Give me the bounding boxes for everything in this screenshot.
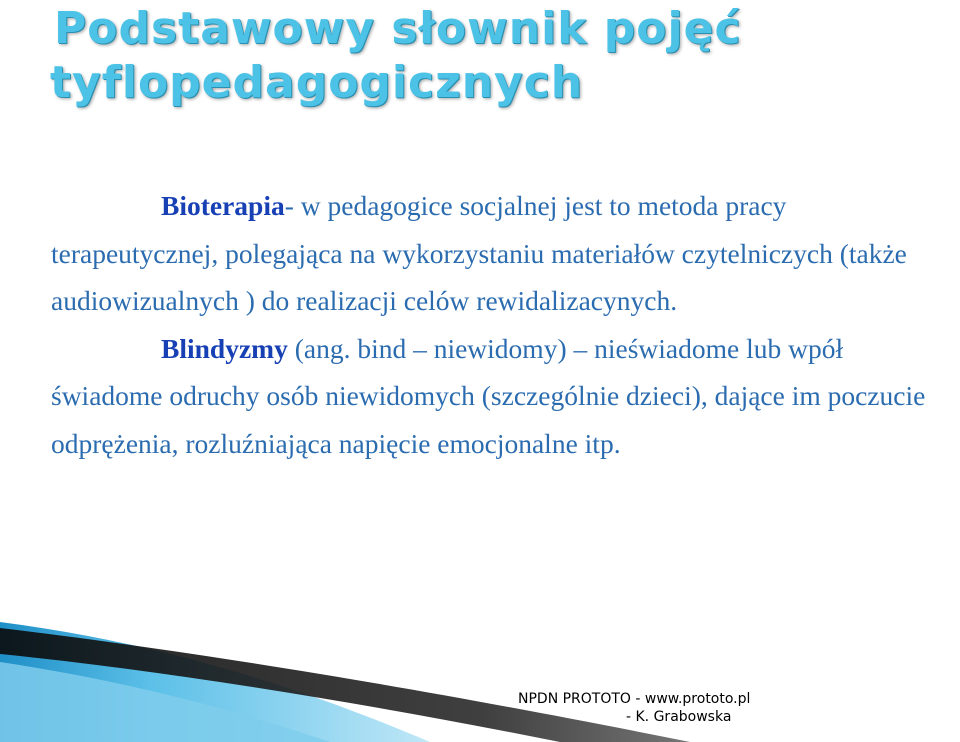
term-bioterapia: Bioterapia [161,190,285,221]
slide-body [51,182,956,467]
term-blindyzmy: Blindyzmy [161,332,288,364]
footer-line-2: - K. Grabowska [626,709,732,725]
definition-text-bioterapia: - w pedagogice socjalnej jest to metoda pracy terapeutycznej, polegająca na wykorzystaniu materiałów czytelniczych (także audiowizualnych ) do realizacji celów rewidalizacynych. [51,190,907,316]
decorative-swoosh [0,600,960,742]
footer-line-1: NPDN PROTOTO - www.prototo.pl [518,691,751,707]
definition-text-blindyzmy: (ang. bind – niewidomy) – nieświadome lub wpół świadome odruchy osób niewidomych (szczególnie dzieci), dające im poczucie odprężenia, rozluźniająca napięcie emocjonalne itp. [51,332,926,459]
title-line-1: Podstawowy słownik pojęć [54,3,742,54]
title-line-2: tyflopedagogicznych [50,57,584,108]
slide-title [50,2,742,110]
definition-bioterapia [51,182,956,325]
footer [518,690,750,726]
definition-blindyzmy [51,325,956,468]
